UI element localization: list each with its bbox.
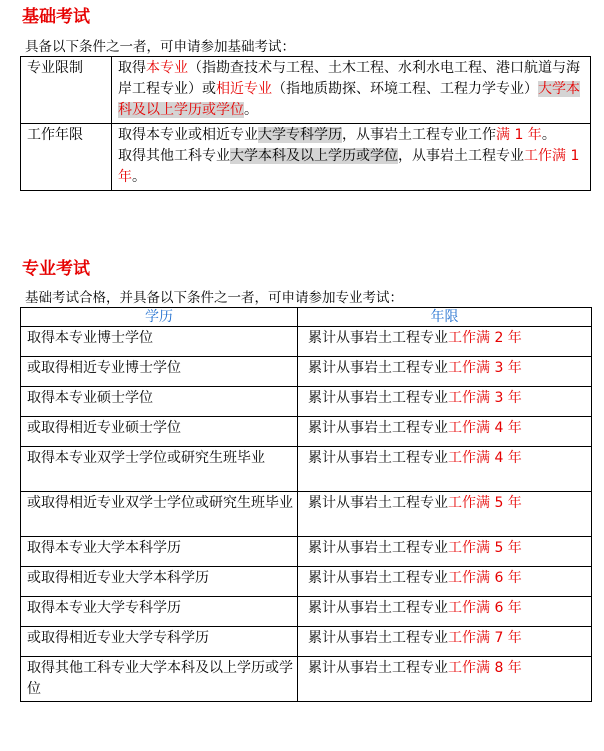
education-cell: 取得本专业大学专科学历 bbox=[21, 597, 298, 627]
education-cell: 取得本专业大学本科学历 bbox=[21, 537, 298, 567]
years-prefix: 累计从事岩土工程专业 bbox=[308, 660, 448, 676]
years-cell bbox=[298, 387, 592, 417]
table-row bbox=[21, 327, 592, 357]
section-intro-professional: 基础考试合格，并具备以下条件之一者，可申请参加专业考试： bbox=[25, 290, 403, 306]
years-prefix: 累计从事岩土工程专业 bbox=[308, 495, 448, 511]
row-label: 工作年限 bbox=[21, 124, 112, 191]
table-row bbox=[21, 417, 592, 447]
table-row bbox=[21, 387, 592, 417]
years-cell bbox=[298, 447, 592, 492]
years-required: 工作满 7 年 bbox=[448, 630, 522, 646]
column-header-education: 学历 bbox=[21, 308, 298, 327]
table-row bbox=[21, 537, 592, 567]
years-required: 工作满 5 年 bbox=[448, 495, 522, 511]
years-prefix: 累计从事岩土工程专业 bbox=[308, 630, 448, 646]
table-row bbox=[21, 567, 592, 597]
years-cell bbox=[298, 567, 592, 597]
education-cell: 或取得相近专业博士学位 bbox=[21, 357, 298, 387]
section-title-basic: 基础考试 bbox=[22, 7, 90, 27]
condition-text: 取得其他工科专业大学本科及以上学历或学位，从事岩土工程专业工作满 1 年。 bbox=[118, 148, 580, 185]
section-intro-basic: 具备以下条件之一者，可申请参加基础考试： bbox=[25, 39, 295, 55]
table-row bbox=[21, 447, 592, 492]
condition-text: 取得本专业或相近专业大学专科学历，从事岩土工程专业工作满 1 年。 bbox=[118, 127, 556, 143]
table-row bbox=[21, 597, 592, 627]
years-required: 工作满 8 年 bbox=[448, 660, 522, 676]
education-cell: 或取得相近专业大学专科学历 bbox=[21, 627, 298, 657]
years-cell bbox=[298, 657, 592, 702]
years-cell bbox=[298, 537, 592, 567]
basic-exam-table bbox=[20, 56, 591, 191]
row-content bbox=[112, 124, 591, 191]
education-cell: 取得本专业硕士学位 bbox=[21, 387, 298, 417]
section-title-professional: 专业考试 bbox=[22, 259, 90, 279]
row-label: 专业限制 bbox=[21, 57, 112, 124]
years-prefix: 累计从事岩土工程专业 bbox=[308, 330, 448, 346]
years-cell bbox=[298, 327, 592, 357]
row-content bbox=[112, 57, 591, 124]
table-row bbox=[21, 124, 591, 191]
table-header-row bbox=[21, 308, 592, 327]
years-prefix: 累计从事岩土工程专业 bbox=[308, 570, 448, 586]
years-cell bbox=[298, 597, 592, 627]
years-cell bbox=[298, 357, 592, 387]
years-prefix: 累计从事岩土工程专业 bbox=[308, 450, 448, 466]
years-required: 工作满 4 年 bbox=[448, 420, 522, 436]
years-prefix: 累计从事岩土工程专业 bbox=[308, 540, 448, 556]
years-cell bbox=[298, 417, 592, 447]
years-required: 工作满 2 年 bbox=[448, 330, 522, 346]
table-body bbox=[21, 327, 592, 702]
years-prefix: 累计从事岩土工程专业 bbox=[308, 360, 448, 376]
years-required: 工作满 5 年 bbox=[448, 540, 522, 556]
education-cell: 取得其他工科专业大学本科及以上学历或学位 bbox=[21, 657, 298, 702]
condition-text: 取得本专业（指勘查技术与工程、土木工程、水利水电工程、港口航道与海岸工程专业）或相近专业（指地质勘探、环境工程、工程力学专业）大学本科及以上学历或学位。 bbox=[118, 60, 580, 118]
column-header-years: 年限 bbox=[298, 308, 592, 327]
table-row bbox=[21, 492, 592, 537]
years-prefix: 累计从事岩土工程专业 bbox=[308, 420, 448, 436]
table-row bbox=[21, 627, 592, 657]
years-required: 工作满 3 年 bbox=[448, 360, 522, 376]
table-row bbox=[21, 357, 592, 387]
years-required: 工作满 6 年 bbox=[448, 570, 522, 586]
years-prefix: 累计从事岩土工程专业 bbox=[308, 600, 448, 616]
education-cell: 取得本专业博士学位 bbox=[21, 327, 298, 357]
years-required: 工作满 6 年 bbox=[448, 600, 522, 616]
years-cell bbox=[298, 492, 592, 537]
table-row bbox=[21, 657, 592, 702]
table-row bbox=[21, 57, 591, 124]
years-prefix: 累计从事岩土工程专业 bbox=[308, 390, 448, 406]
education-cell: 或取得相近专业双学士学位或研究生班毕业 bbox=[21, 492, 298, 537]
years-required: 工作满 3 年 bbox=[448, 390, 522, 406]
education-cell: 或取得相近专业硕士学位 bbox=[21, 417, 298, 447]
education-cell: 取得本专业双学士学位或研究生班毕业 bbox=[21, 447, 298, 492]
years-cell bbox=[298, 627, 592, 657]
education-cell: 或取得相近专业大学本科学历 bbox=[21, 567, 298, 597]
professional-exam-table bbox=[20, 307, 592, 702]
years-required: 工作满 4 年 bbox=[448, 450, 522, 466]
